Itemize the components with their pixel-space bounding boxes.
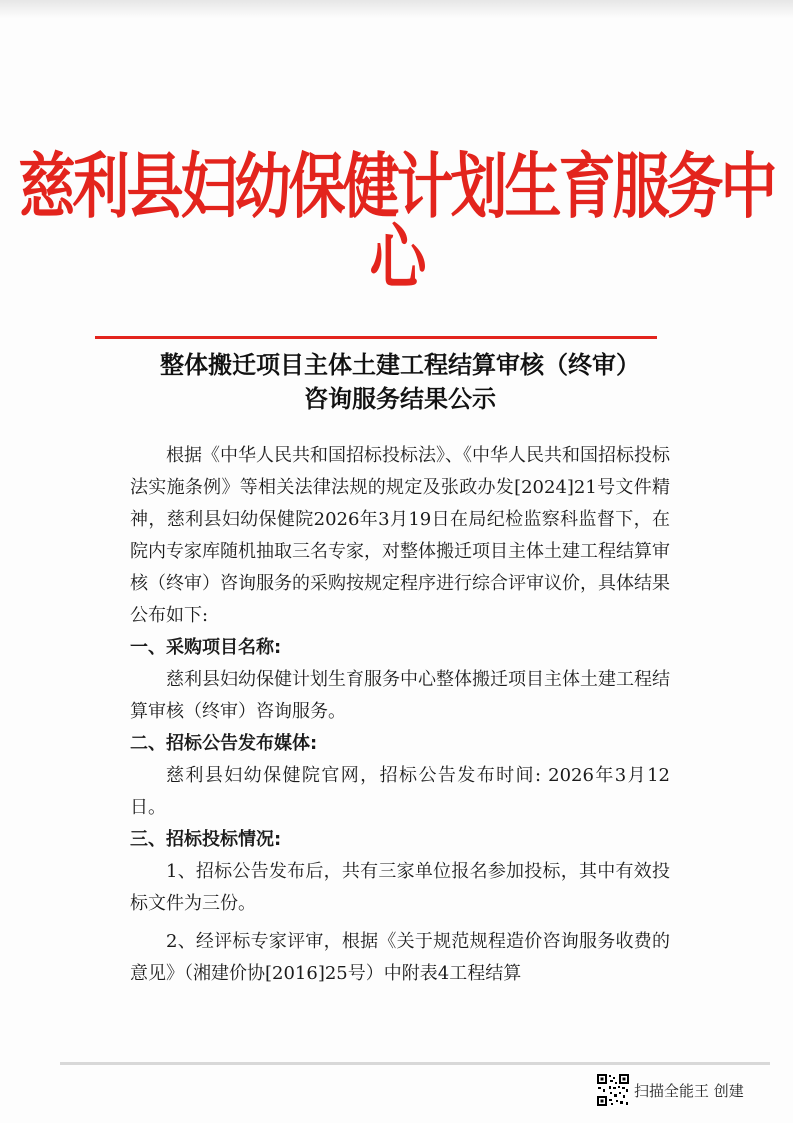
scan-edge-top [0, 0, 793, 18]
section2-text: 慈利县妇幼保健院官网，招标公告发布时间: 2026年3月12日。 [130, 765, 670, 818]
organization-header: 慈利县妇幼保健计划生育服务中心 [18, 145, 775, 300]
section3-item2: 2、经评标专家评审，根据《关于规范规程造价咨询服务收费的意见》（湘建价协[2016]25号）中附表4工程结算 [130, 931, 670, 984]
section1-heading: 一、采购项目名称: [130, 637, 282, 658]
section3-item1: 1、招标公告发布后，共有三家单位报名参加投标，其中有效投标文件为三份。 [130, 861, 670, 914]
scan-edge-bottom [60, 1062, 770, 1065]
watermark-text: 扫描全能王 创建 [634, 1081, 744, 1100]
red-divider-line [95, 336, 657, 339]
scanner-watermark [596, 1072, 744, 1108]
section2-heading: 二、招标公告发布媒体: [130, 733, 318, 754]
intro-paragraph: 根据《中华人民共和国招标投标法》、《中华人民共和国招标投标法实施条例》等相关法律法规的规定及张政办发[2024]21号文件精神，慈利县妇幼保健院2026年3月19日在局纪检监察科监督下，在院内专家库随机抽取三名专家，对整体搬迁项目主体土建工程结算审核（终审）咨询服务的采购按规定程序进行综合评审议价，具体结果公布如下: [130, 445, 670, 626]
section1-text: 慈利县妇幼保健计划生育服务中心整体搬迁项目主体土建工程结算审核（终审）咨询服务。 [130, 669, 670, 722]
section3-heading: 三、招标投标情况: [130, 829, 282, 850]
document-body [130, 440, 670, 990]
qr-code-icon [596, 1073, 630, 1107]
document-title-line1: 整体搬迁项目主体土建工程结算审核（终审） [160, 351, 640, 379]
document-title-line2: 咨询服务结果公示 [304, 385, 496, 413]
document-title [100, 348, 700, 416]
